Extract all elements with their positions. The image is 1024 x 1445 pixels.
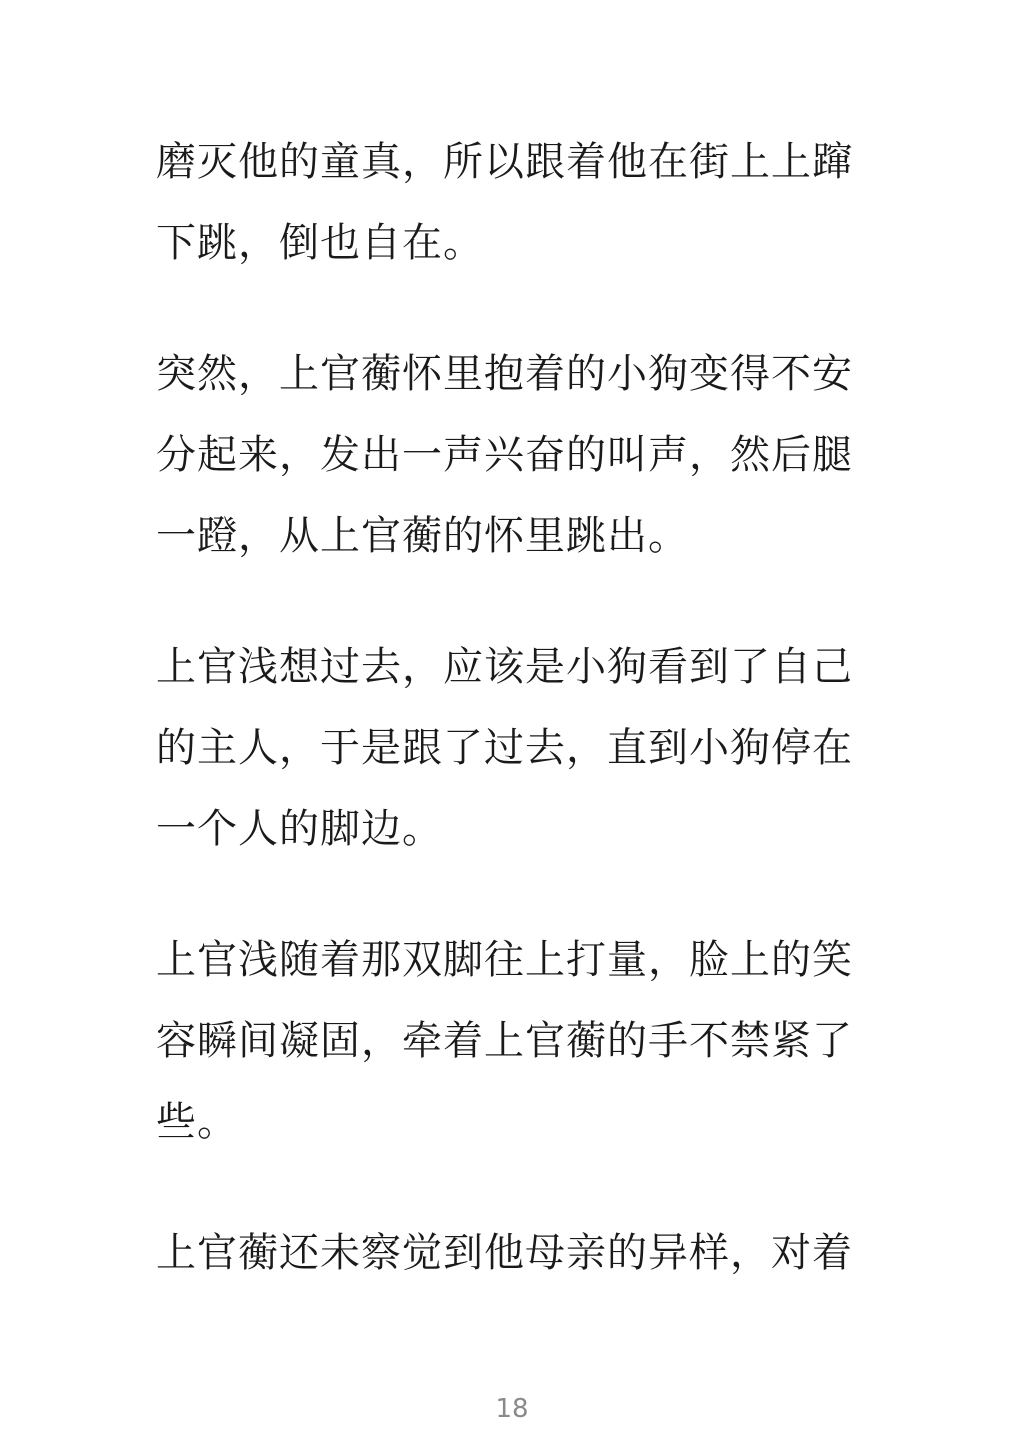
- text-line: 磨灭他的童真，所以跟着他在街上上蹿: [156, 139, 853, 185]
- text-line: 上官蘅还未察觉到他母亲的异样，对着: [156, 1230, 853, 1276]
- page-number: 18: [495, 1394, 529, 1424]
- text-line: 些。: [156, 1099, 238, 1145]
- text-line: 容瞬间凝固，牵着上官蘅的手不禁紧了: [156, 1018, 853, 1064]
- text-line: 突然，上官蘅怀里抱着的小狗变得不安: [156, 351, 853, 397]
- text-line: 上官浅随着那双脚往上打量，脸上的笑: [156, 937, 853, 983]
- paragraph-2: [156, 334, 872, 577]
- paragraph-3: [156, 627, 872, 870]
- text-line: 一蹬，从上官蘅的怀里跳出。: [156, 513, 689, 559]
- text-line: 一个人的脚边。: [156, 806, 443, 852]
- paragraph-5: [156, 1213, 872, 1294]
- text-line: 上官浅想过去，应该是小狗看到了自己: [156, 644, 853, 690]
- text-line: 的主人，于是跟了过去，直到小狗停在: [156, 725, 853, 771]
- text-line: 分起来，发出一声兴奋的叫声，然后腿: [156, 432, 853, 478]
- text-line: 下跳，倒也自在。: [156, 220, 484, 266]
- text-body: [156, 122, 872, 1344]
- paragraph-1: [156, 122, 872, 284]
- paragraph-4: [156, 920, 872, 1163]
